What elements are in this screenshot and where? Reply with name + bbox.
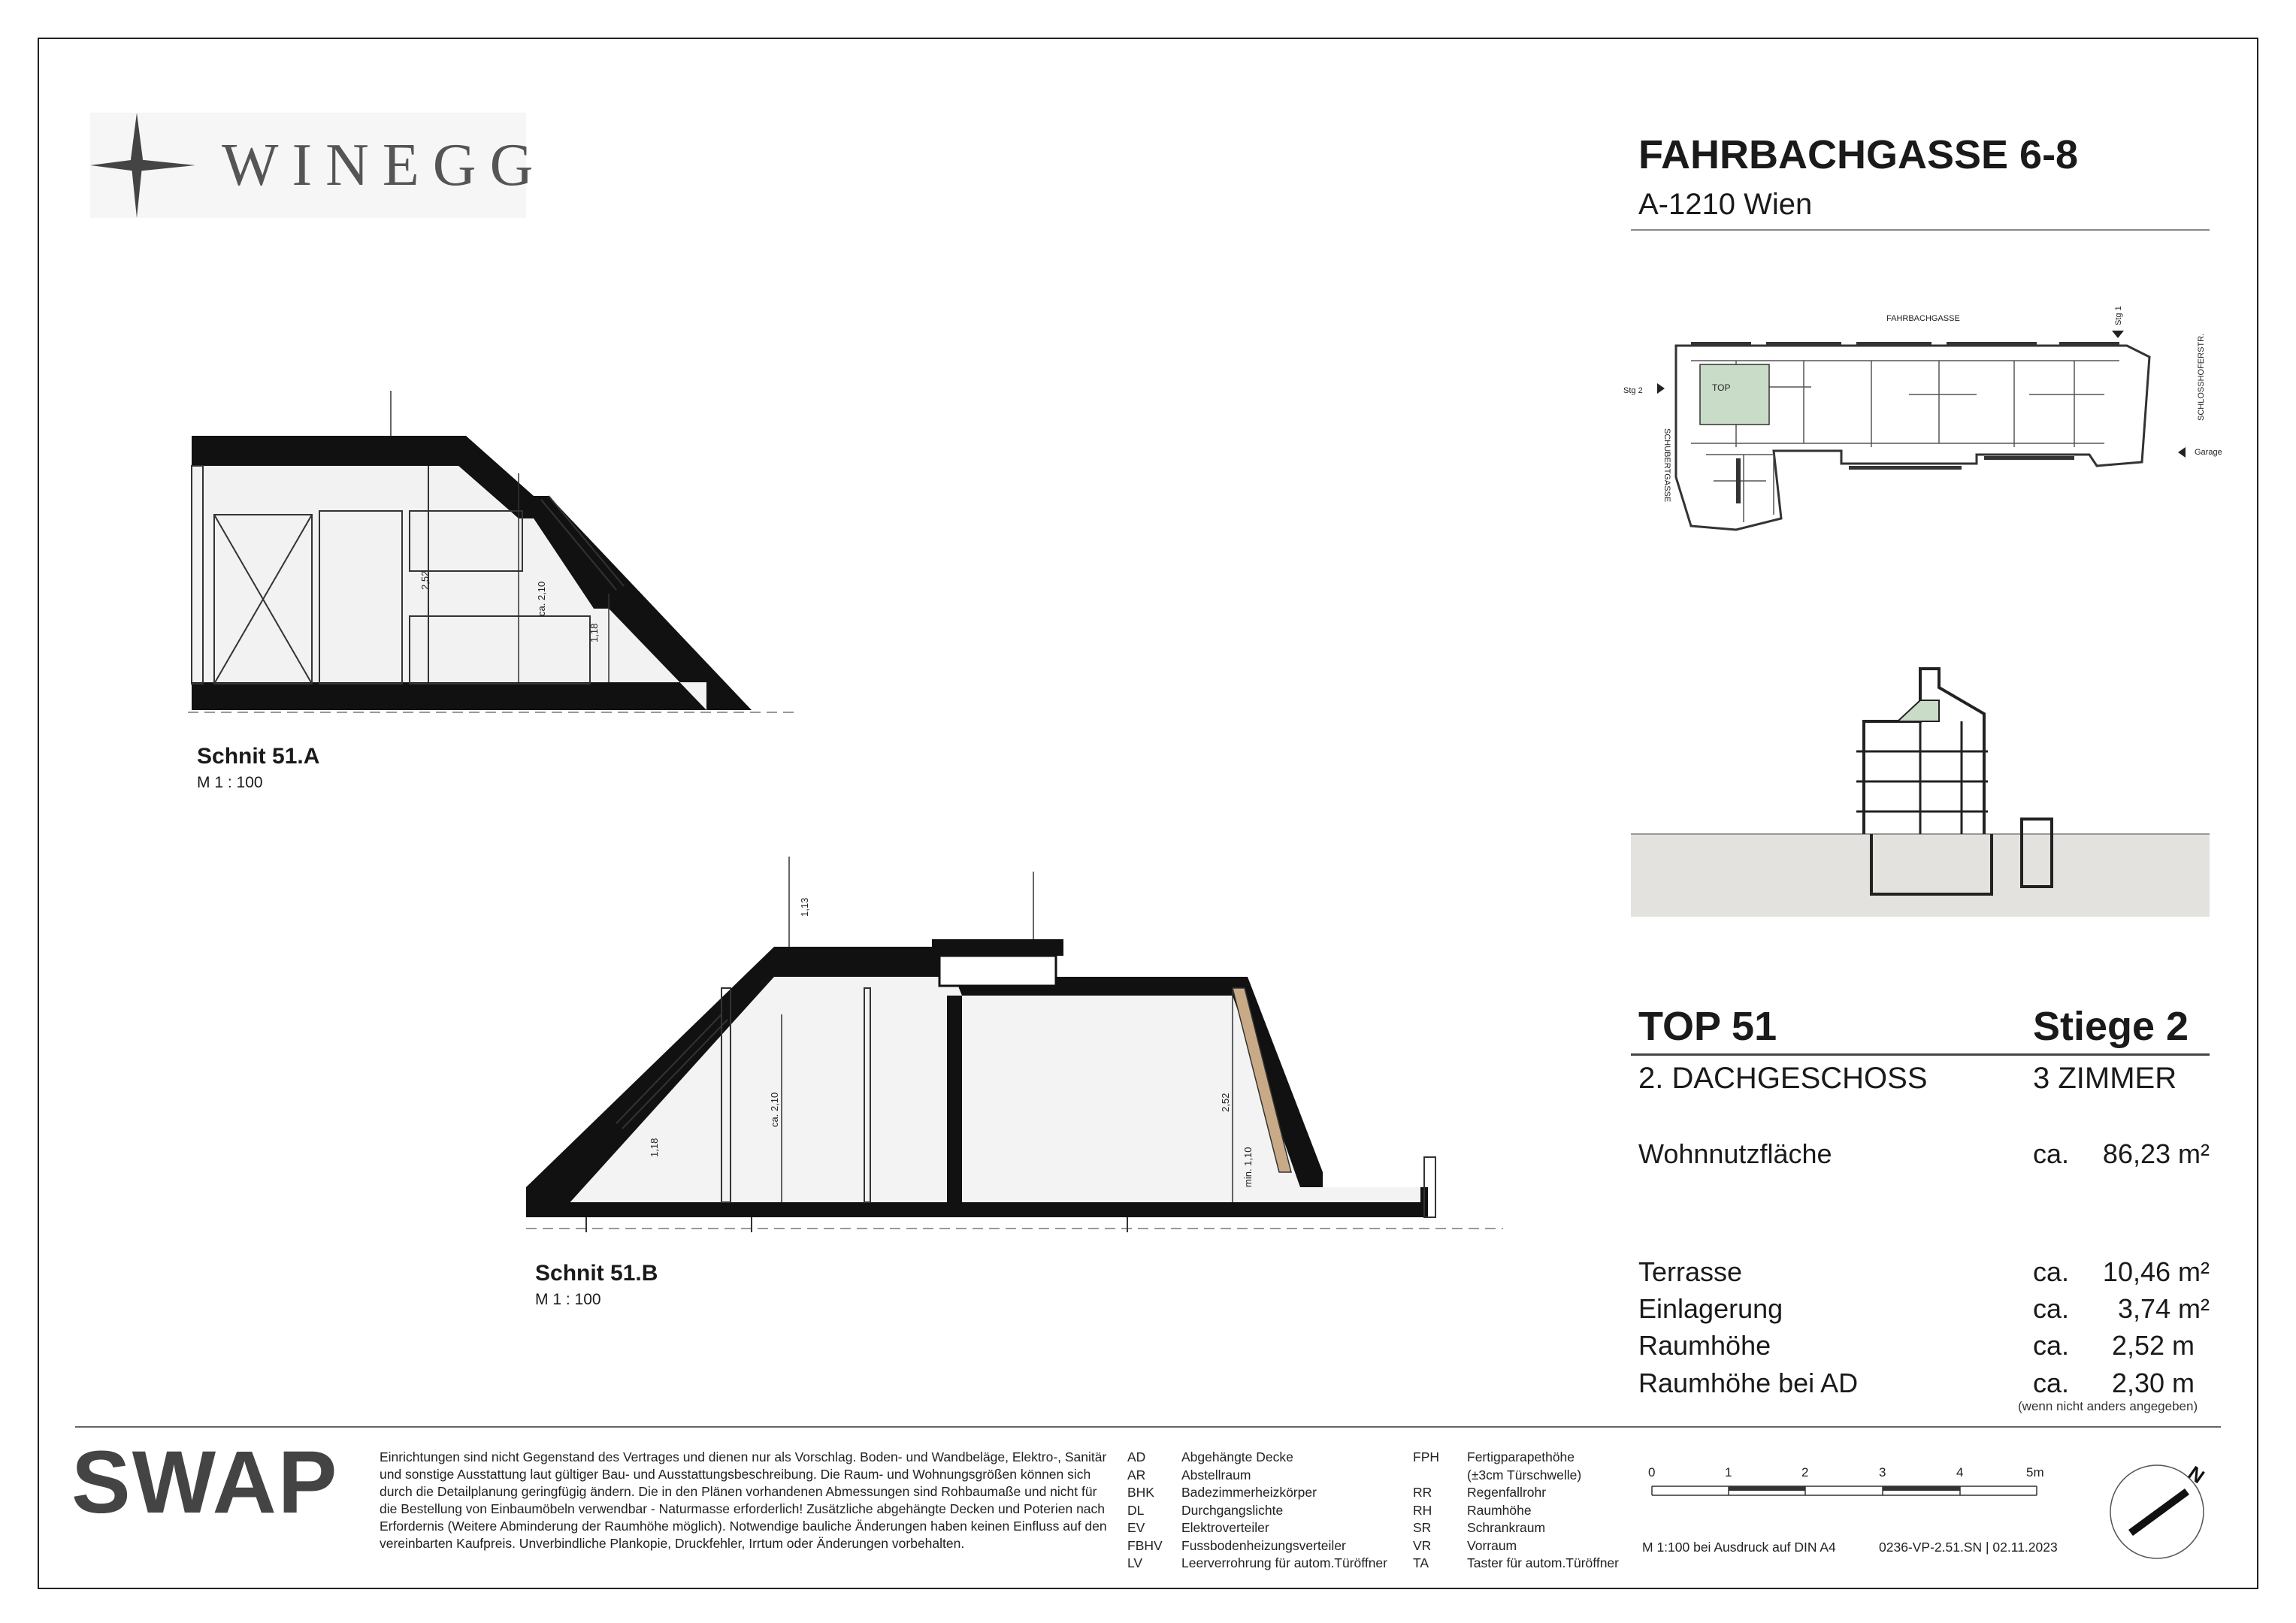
section-a-drawing (188, 391, 797, 721)
highlighted-unit (1700, 364, 1769, 425)
area-ca: ca. (2033, 1293, 2070, 1324)
area-note: (wenn nicht anders angegeben) (2018, 1399, 2198, 1413)
disclaimer-line: vereinbarten Kaufpreis. Unverbindliche Plankopie, Druckfehler, Irrtum oder Änderungen vorbehalten. (380, 1536, 965, 1551)
north-arrow-icon (2108, 1458, 2213, 1563)
section-a-scale: M 1 : 100 (197, 774, 263, 791)
unit-rooms: 3 ZIMMER (2033, 1062, 2177, 1095)
unit-rule (1631, 1053, 2210, 1056)
disclaimer (380, 1449, 1112, 1552)
agency-logo: SWAP (71, 1433, 339, 1532)
unit-stiege: Stiege 2 (2033, 1004, 2189, 1049)
dimension-label: 1,18 (588, 623, 600, 642)
dimension-label: ca. 2,10 (536, 581, 547, 616)
section-b-drawing (526, 857, 1503, 1232)
stg1-label: Stg 1 (2114, 306, 2123, 325)
legend-text: Fussbodenheizungsverteiler (1181, 1537, 1346, 1553)
compass-star-icon (90, 113, 203, 218)
dimension-label: min. 1,10 (1242, 1147, 1254, 1187)
area-ca: ca. (2033, 1256, 2070, 1287)
stg2-label: Stg 2 (1623, 386, 1643, 395)
area-ca: ca. (2033, 1368, 2070, 1398)
scale-tick: 4 (1956, 1465, 1964, 1479)
area-value: 10,46 m² (2102, 1256, 2210, 1287)
legend-abbr: SR (1413, 1520, 1432, 1535)
address-title: FAHRBACHGASSE 6-8 (1638, 132, 2079, 177)
legend-abbr (1413, 1467, 1466, 1485)
north-label: N (2184, 1461, 2209, 1489)
legend-text: Leerverrohrung für autom.Türöffner (1181, 1555, 1387, 1570)
area-label: Raumhöhe (1638, 1330, 1771, 1361)
disclaimer-line: die Bestellung von Einbaumöbeln verwendbar - Naturmasse erforderlich! Zusätzliche abgehängte Decken und Poterien nach (380, 1501, 1106, 1516)
print-note: M 1:100 bei Ausdruck auf DIN A4 (1642, 1540, 1836, 1555)
legend-abbr: DL (1127, 1502, 1145, 1518)
legend-abbr: AR (1127, 1467, 1146, 1482)
legend-text: Durchgangslichte (1181, 1502, 1284, 1518)
site-plan (1623, 297, 2222, 567)
legend-text: Abgehängte Decke (1181, 1449, 1293, 1464)
legend-text: Raumhöhe (1467, 1502, 1532, 1518)
section-b-scale: M 1 : 100 (535, 1291, 601, 1308)
footer-rule (75, 1426, 2221, 1428)
scale-tick: 0 (1648, 1465, 1656, 1479)
brand-name: WINEGG (222, 132, 547, 198)
scale-tick: 1 (1725, 1465, 1732, 1479)
legend-abbr: VR (1413, 1537, 1432, 1553)
garage-label: Garage (2195, 448, 2222, 457)
area-value: 86,23 m² (2102, 1138, 2210, 1169)
legend-abbr: FBHV (1127, 1537, 1163, 1553)
legend-abbr: RH (1413, 1502, 1432, 1518)
legend-abbr: TA (1413, 1555, 1429, 1570)
legend-text: Vorraum (1467, 1537, 1517, 1553)
plan-id: 0236-VP-2.51.SN | 02.11.2023 (1879, 1540, 2058, 1555)
dimension-label: ca. 2,10 (769, 1092, 780, 1127)
legend-text: Schrankraum (1467, 1520, 1546, 1535)
header-rule (1631, 229, 2210, 231)
area-label: Terrasse (1638, 1256, 1743, 1287)
scale-tick: 5m (2026, 1465, 2044, 1479)
area-ca: ca. (2033, 1138, 2070, 1169)
legend-text: Regenfallrohr (1467, 1485, 1547, 1500)
dimension-label: 2,52 (1220, 1093, 1231, 1112)
area-row-terrace (1638, 1256, 2210, 1289)
top-marker-label: TOP (1712, 382, 1731, 393)
street-right-label: SCHLOSSHOFERSTR. (2197, 333, 2206, 421)
highlighted-floor (1898, 700, 1939, 721)
address-city: A-1210 Wien (1638, 188, 1813, 221)
area-row-living (1638, 1138, 2210, 1171)
unit-top: TOP 51 (1638, 1004, 1777, 1049)
section-a-title: Schnit 51.A (197, 744, 320, 769)
section-b-title: Schnit 51.B (535, 1261, 658, 1286)
disclaimer-line: Erfordernis (Weitere Abminderung der Raumhöhe möglich). Notwendige bauliche Änderungen haben keinen Einfluss auf den (380, 1519, 1107, 1534)
legend-text: Badezimmerheizkörper (1181, 1485, 1317, 1500)
area-row-height (1638, 1330, 2210, 1363)
street-left-label: SCHUBERTGASSE (1662, 428, 1671, 503)
elevation-thumbnail (1631, 646, 2210, 917)
legend-texts-2 (1467, 1449, 1632, 1573)
site-plan-drawing (1623, 297, 2222, 567)
brand-logo (90, 113, 547, 218)
area-value: 3,74 m² (2117, 1293, 2210, 1324)
dimension-label: 1,13 (799, 897, 810, 917)
legend-text: Abstellraum (1181, 1467, 1251, 1482)
legend-texts-1 (1181, 1449, 1407, 1573)
area-value: 2,52 m (2111, 1330, 2195, 1361)
legend-text: Taster für autom.Türöffner (1467, 1555, 1619, 1570)
area-row-height-ad (1638, 1368, 2210, 1401)
legend-text: Elektroverteiler (1181, 1520, 1269, 1535)
dimension-label: 1,18 (649, 1138, 660, 1157)
area-ca: ca. (2033, 1330, 2070, 1361)
area-label: Einlagerung (1638, 1293, 1783, 1324)
scale-tick: 3 (1879, 1465, 1886, 1479)
scale-bar (1638, 1461, 2059, 1507)
legend-text: (±3cm Türschwelle) (1467, 1467, 1582, 1482)
legend-abbrs-1 (1127, 1449, 1180, 1573)
area-value: 2,30 m (2111, 1368, 2195, 1398)
scale-tick: 2 (1801, 1465, 1809, 1479)
legend-abbr: EV (1127, 1520, 1145, 1535)
legend-abbr: AD (1127, 1449, 1146, 1464)
legend-abbr: LV (1127, 1555, 1143, 1570)
disclaimer-line: durch die Detailplanung geringfügig ändern. Die in den Plänen vorhandenen Abmessungen sind Rohbaumaße und nicht für (380, 1484, 1097, 1499)
disclaimer-line: und sonstige Ausstattung laut gültiger Bau- und Ausstattungsbeschreibung. Die Raum- und Wohnungsgrößen können sich (380, 1467, 1091, 1482)
legend-abbrs-2 (1413, 1449, 1466, 1573)
legend-abbr: RR (1413, 1485, 1432, 1500)
area-label: Wohnnutzfläche (1638, 1138, 1832, 1169)
elevation-drawing (1631, 646, 2210, 917)
disclaimer-line: Einrichtungen sind nicht Gegenstand des Vertrages und dienen nur als Vorschlag. Boden- und Wandbeläge, Elektro-, Sanitär (380, 1449, 1107, 1464)
legend-abbr: FPH (1413, 1449, 1439, 1464)
unit-floor: 2. DACHGESCHOSS (1638, 1062, 1928, 1095)
legend-abbr: BHK (1127, 1485, 1154, 1500)
dimension-label: 2,52 (419, 570, 431, 590)
street-top-label: FAHRBACHGASSE (1886, 314, 1960, 323)
area-label: Raumhöhe bei AD (1638, 1368, 1859, 1398)
area-row-storage (1638, 1293, 2210, 1326)
legend-text: Fertigparapethöhe (1467, 1449, 1575, 1464)
